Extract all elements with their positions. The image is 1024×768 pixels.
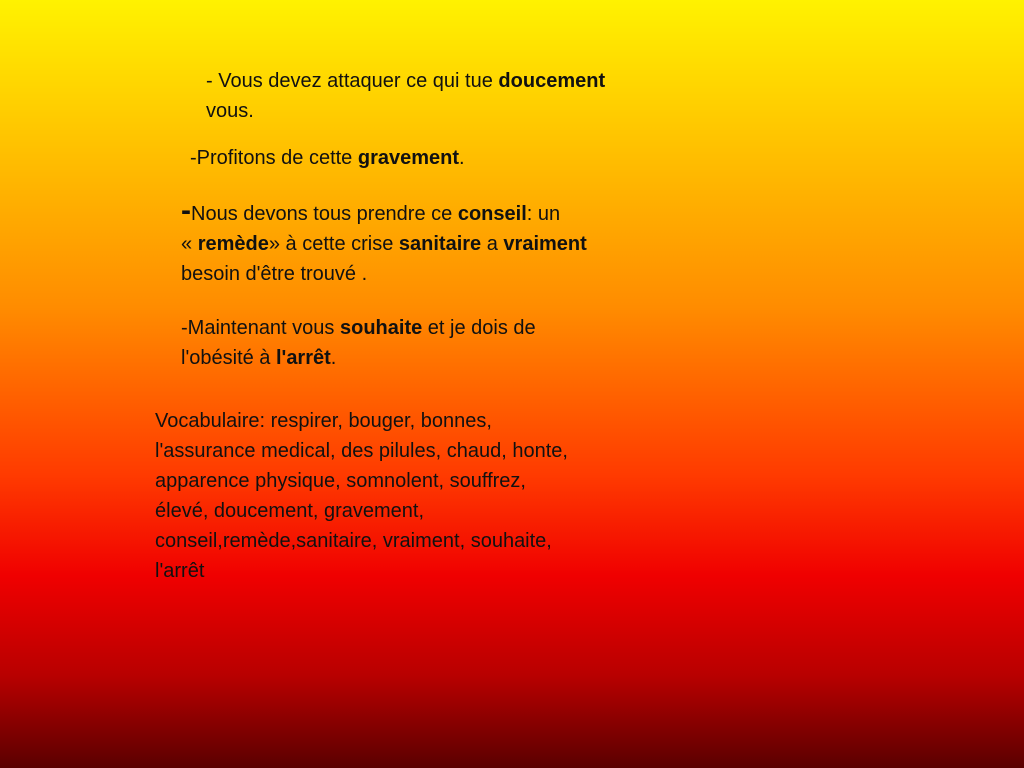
text: . bbox=[459, 147, 465, 169]
keyword-conseil: conseil bbox=[457, 203, 527, 225]
keyword-souhaite: souhaite bbox=[339, 317, 423, 339]
vocab-line: conseil,remède,sanitaire, vraiment, souhaite, bbox=[155, 530, 552, 552]
text: -Profitons de cette bbox=[190, 147, 358, 169]
text: - Vous devez attaquer ce qui tue bbox=[206, 70, 499, 92]
keyword-arret: l'arrêt bbox=[276, 347, 331, 369]
vocab-line: l'assurance medical, des pilules, chaud, honte, bbox=[155, 440, 568, 462]
text: » à cette crise bbox=[268, 233, 399, 255]
dash: - bbox=[181, 194, 191, 227]
text: : un bbox=[526, 203, 561, 225]
text: besoin d'être trouvé . bbox=[181, 263, 368, 285]
text: a bbox=[481, 233, 504, 255]
text: . bbox=[330, 347, 337, 369]
sentence-doucement bbox=[206, 66, 605, 126]
text: -Maintenant vous bbox=[181, 317, 340, 339]
keyword-vraiment: vraiment bbox=[503, 233, 587, 255]
vocab-line: apparence physique, somnolent, souffrez, bbox=[155, 470, 526, 492]
keyword-remede: remède bbox=[197, 233, 269, 255]
vocabulary-list bbox=[155, 406, 568, 586]
sentence-gravement bbox=[190, 143, 465, 173]
sentence-souhaite bbox=[181, 313, 536, 373]
vocab-line: l'arrêt bbox=[155, 560, 205, 582]
keyword-sanitaire: sanitaire bbox=[398, 233, 482, 255]
text: et je dois de bbox=[422, 317, 536, 339]
keyword-doucement: doucement bbox=[498, 70, 606, 92]
sentence-conseil bbox=[181, 194, 587, 289]
text: vous. bbox=[206, 100, 254, 122]
text: l'obésité à bbox=[181, 347, 276, 369]
text: « bbox=[181, 233, 198, 255]
keyword-gravement: gravement bbox=[357, 147, 460, 169]
vocab-line: Vocabulaire: respirer, bouger, bonnes, bbox=[155, 410, 492, 432]
vocab-line: élevé, doucement, gravement, bbox=[155, 500, 425, 522]
text: Nous devons tous prendre ce bbox=[191, 203, 458, 225]
